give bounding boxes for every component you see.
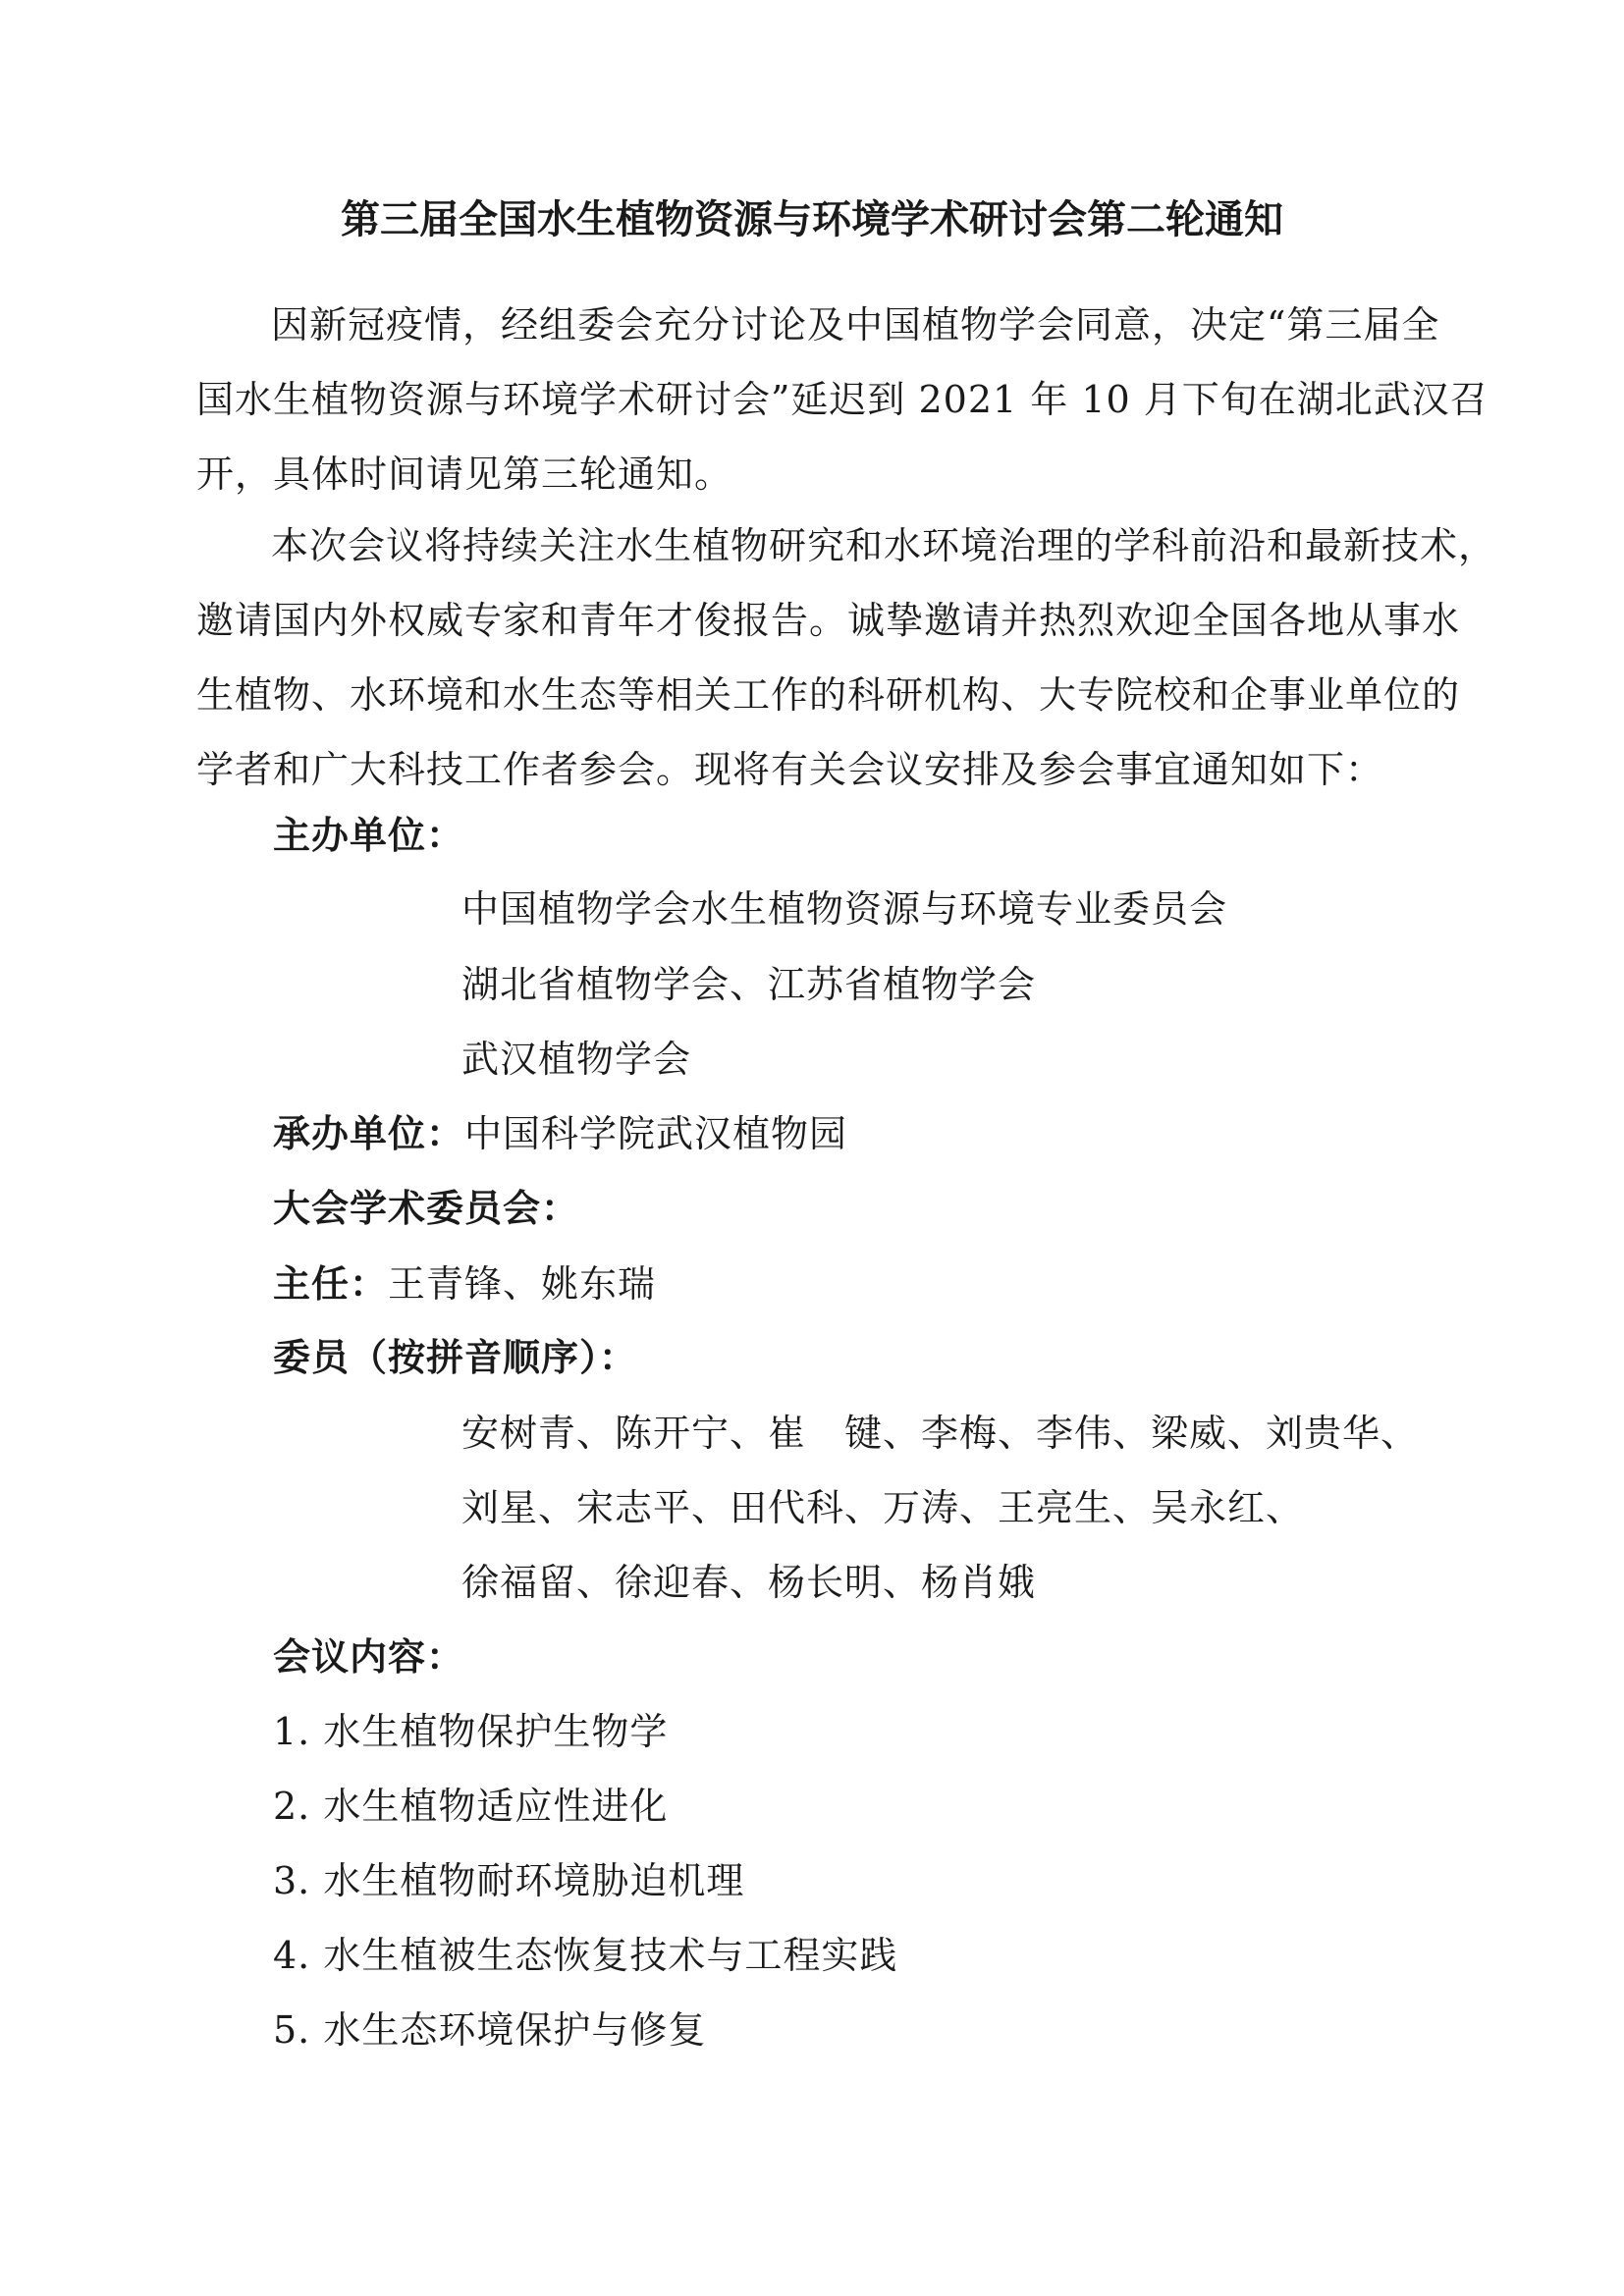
organizer-item: 湖北省植物学会、江苏省植物学会 [461,963,1037,1006]
paragraph-line: 因新冠疫情，经组委会充分讨论及中国植物学会同意，决定“第三届全 [271,303,1440,347]
committee-members-line: 刘星、宋志平、田代科、万涛、王亮生、吴永红、 [461,1486,1305,1529]
content-item: 4. 水生植被生态恢复技术与工程实践 [273,1934,898,1977]
paragraph-line: 生植物、水环境和水生态等相关工作的科研机构、大专院校和企事业单位的 [196,673,1461,717]
content-label: 会议内容： [273,1634,465,1679]
committee-members-label: 委员（按拼音顺序）： [273,1335,638,1379]
committee-label: 大会学术委员会： [273,1186,580,1230]
committee-chair-row [273,1256,656,1311]
organizers-label: 主办单位： [273,813,465,857]
paragraph-purpose [196,508,1497,807]
paragraph-line: 邀请国内外权威专家和青年才俊报告。诚挚邀请并热烈欢迎全国各地从事水 [196,599,1461,642]
chair-value: 王青锋、姚东瑞 [388,1262,657,1306]
content-item: 5. 水生态环境保护与修复 [273,2008,707,2052]
committee-members-line: 安树青、陈开宁、崔 键、李梅、李伟、梁威、刘贵华、 [461,1412,1420,1455]
organizer-item: 武汉植物学会 [461,1038,692,1081]
paragraph-intro [196,288,1489,511]
content-item: 1. 水生植物保护生物学 [273,1710,669,1753]
host-row [273,1106,847,1161]
organizer-item: 中国植物学会水生植物资源与环境专业委员会 [461,887,1228,931]
content-item: 2. 水生植物适应性进化 [273,1785,669,1828]
host-value: 中国科学院武汉植物园 [464,1112,848,1155]
paragraph-line: 国水生植物资源与环境学术研讨会”延迟到 2021 年 10 月下旬在湖北武汉召 [196,378,1489,421]
document-title: 第三届全国水生植物资源与环境学术研讨会第二轮通知 [341,196,1283,242]
content-item: 3. 水生植物耐环境胁迫机理 [273,1859,745,1902]
paragraph-line: 开，具体时间请见第三轮通知。 [196,453,733,496]
paragraph-line: 本次会议将持续关注水生植物研究和水环境治理的学科前沿和最新技术， [271,524,1497,567]
paragraph-line: 学者和广大科技工作者参会。现将有关会议安排及参会事宜通知如下： [196,748,1384,791]
committee-members-line: 徐福留、徐迎春、杨长明、杨肖娥 [461,1561,1037,1604]
chair-label: 主任： [273,1261,389,1306]
host-label: 承办单位： [273,1111,465,1155]
